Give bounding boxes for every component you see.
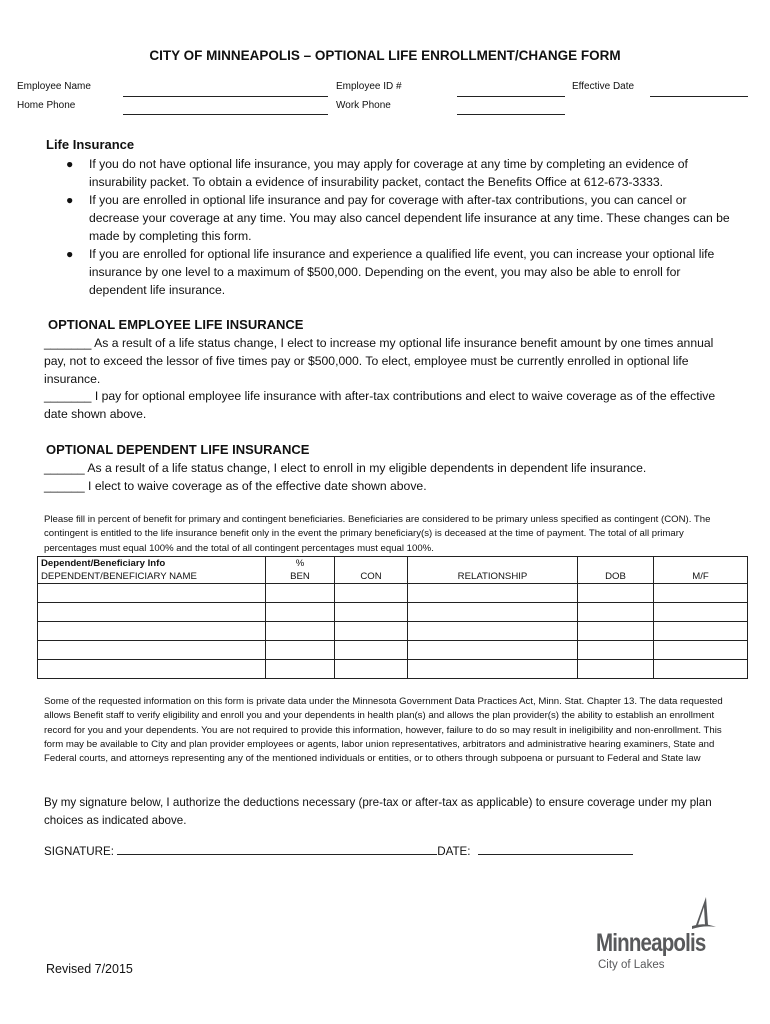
bullet-icon: ● [66,247,74,261]
table-header-row [38,570,748,584]
ben-cell[interactable] [266,622,335,641]
employee-id-field[interactable] [457,96,565,97]
dob-cell[interactable] [578,584,654,603]
dob-cell[interactable] [578,622,654,641]
relationship-cell[interactable] [408,641,578,660]
dob-cell[interactable] [578,603,654,622]
employee-name-label: Employee Name [17,81,91,92]
home-phone-label: Home Phone [17,100,76,111]
column-header-dob: DOB [578,570,654,584]
signature-field[interactable] [117,843,437,855]
con-cell[interactable] [335,660,408,679]
ben-cell[interactable] [266,584,335,603]
employee-option-increase-text: As a result of a life status change, I elect to increase my optional life insurance benefit amount by one times annual pay, not to exceed the lessor of five times pay or $500,000. To elect, employee must be currently enrolled in optional life insurance. [44,336,714,386]
dependent-life-heading: OPTIONAL DEPENDENT LIFE INSURANCE [46,442,310,457]
life-insurance-bullets [44,155,734,299]
work-phone-label: Work Phone [336,100,391,111]
name-cell[interactable] [38,584,266,603]
table-row [38,622,748,641]
privacy-notice: Some of the requested information on this form is private data under the Minnesota Government Data Practices Act, Minn. Stat. Chapter 13. The data requested allows Benefit staff to verify eligibility and enroll you and your dependents in health plan(s) and allows the plan provider(s) the ability to establish an enrollment record for you and your dependents. You are not required to provide this information, however, failure to do so may result in ineligibility and non-enrollment. This form may be available to City and plan provider employees or agents, labor union representatives, arbitrators and administrative hearing examiners, State and Federal courts, and attorneys representing any of the mentioned individuals or entities, or to others through subpoena or pursuant to Federal and State law [44,696,723,765]
name-cell[interactable] [38,622,266,641]
ben-cell[interactable] [266,660,335,679]
life-insurance-heading: Life Insurance [46,137,135,152]
signature-label: SIGNATURE: [44,845,114,858]
effective-date-label: Effective Date [572,81,635,92]
employee-option-increase[interactable] [44,334,724,388]
beneficiary-table [37,556,748,679]
ben-cell[interactable] [266,641,335,660]
name-cell[interactable] [38,660,266,679]
mf-cell[interactable] [654,660,748,679]
table-header-row [38,557,748,571]
relationship-cell[interactable] [408,603,578,622]
table-row [38,584,748,603]
signature-row [44,843,633,858]
form-title: CITY OF MINNEAPOLIS – OPTIONAL LIFE ENROLLMENT/CHANGE FORM [149,48,621,63]
column-header-con: CON [335,570,408,584]
authorization-text: By my signature below, I authorize the deductions necessary (pre-tax or after-tax as applicable) to ensure coverage under my plan choices as indicated above. [44,796,712,827]
table-header-group: Dependent/Beneficiary Info [38,557,266,571]
bullet-item [44,155,734,191]
relationship-cell[interactable] [408,660,578,679]
dependent-option-enroll-blank[interactable]: ______ [44,461,85,475]
employee-option-waive-text: I pay for optional employee life insurance with after-tax contributions and elect to waive coverage as of the effective date shown above. [44,389,716,421]
bullet-icon: ● [66,157,74,171]
bullet-text: If you are enrolled in optional life insurance and pay for coverage with after-tax contributions, you can cancel or decrease your coverage at any time. You may also cancel dependent life insurance at any time. These changes can be made by completing this form. [89,193,730,243]
minneapolis-logo [588,895,718,975]
table-header-percent: % [266,557,335,571]
ben-cell[interactable] [266,603,335,622]
con-cell[interactable] [335,622,408,641]
column-header-relationship: RELATIONSHIP [408,570,578,584]
effective-date-field[interactable] [650,96,748,97]
dependent-option-enroll-text: As a result of a life status change, I elect to enroll in my eligible dependents in dependent life insurance. [84,461,647,475]
employee-option-waive-blank[interactable]: _______ [44,389,92,403]
table-row [38,641,748,660]
bullet-text: If you do not have optional life insurance, you may apply for coverage at any time by completing an evidence of insurability packet. To obtain a evidence of insurability packet, contact the Benefits Office at 612-673-3333. [89,157,688,189]
bullet-icon: ● [66,193,74,207]
mf-cell[interactable] [654,641,748,660]
employee-name-field[interactable] [123,96,328,97]
date-field[interactable] [478,843,633,855]
bullet-item [44,191,734,245]
work-phone-field[interactable] [457,114,565,115]
relationship-cell[interactable] [408,622,578,641]
column-header-name: DEPENDENT/BENEFICIARY NAME [38,570,266,584]
column-header-mf: M/F [654,570,748,584]
table-row [38,603,748,622]
con-cell[interactable] [335,584,408,603]
employee-option-waive[interactable] [44,387,724,423]
dependent-option-waive-blank[interactable]: ______ [44,479,85,493]
bullet-text: If you are enrolled for optional life insurance and experience a qualified life event, you can increase your optional life insurance by one level to a maximum of $500,000. Depending on the event, you may also be able to enroll for dependent life insurance. [89,247,715,297]
mf-cell[interactable] [654,622,748,641]
dependent-option-enroll[interactable] [44,459,734,477]
column-header-ben: BEN [266,570,335,584]
employee-id-label: Employee ID # [336,81,402,92]
mf-cell[interactable] [654,584,748,603]
beneficiary-instructions: Please fill in percent of benefit for primary and contingent beneficiaries. Beneficiaries are considered to be primary unless specified as contingent (CON). The contingent is entitled to the life insurance benefit only in the event the primary beneficiary(s) is deceased at the time of payment. The total of all primary percentages must equal 100% and the total of all contingent percentages must equal 100%. [44,514,711,554]
con-cell[interactable] [335,641,408,660]
date-label: DATE: [437,845,471,858]
con-cell[interactable] [335,603,408,622]
dob-cell[interactable] [578,660,654,679]
home-phone-field[interactable] [123,114,328,115]
logo-tagline: City of Lakes [598,959,665,971]
table-row [38,660,748,679]
name-cell[interactable] [38,603,266,622]
logo-wordmark: Minneapolis [596,929,706,957]
employee-option-increase-blank[interactable]: _______ [44,336,92,350]
name-cell[interactable] [38,641,266,660]
dob-cell[interactable] [578,641,654,660]
mf-cell[interactable] [654,603,748,622]
revision-note: Revised 7/2015 [46,962,133,976]
employee-life-heading: OPTIONAL EMPLOYEE LIFE INSURANCE [48,317,304,332]
dependent-option-waive-text: I elect to waive coverage as of the effective date shown above. [84,479,427,493]
dependent-option-waive[interactable] [44,477,734,495]
relationship-cell[interactable] [408,584,578,603]
bullet-item [44,245,734,299]
